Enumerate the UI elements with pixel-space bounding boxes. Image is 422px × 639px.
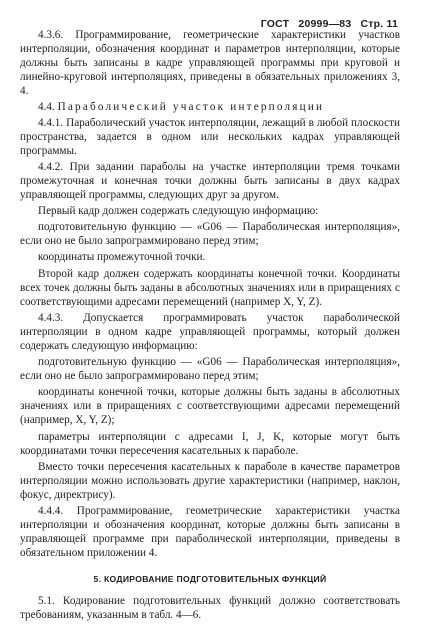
paragraph-5-1: 5.1. Кодирование подготовительных функций должно соответствовать требованиям, указанным в табл. 4—6. — [20, 595, 400, 622]
paragraph-4-4-3-parameters: параметры интерполяции с адресами I, J, K, которые могут быть координатами точки пересечения касательных к параболе. — [20, 430, 400, 457]
paragraph-4-4-2: 4.4.2. При задании параболы на участке интерполяции тремя точками промежуточная и конечная точки должны быть записаны в двух кадрах управляющей программы, следующих друг за другом. — [20, 160, 400, 202]
paragraph-second-frame: Второй кадр должен содержать координаты конечной точки. Координаты всех точек должны быть заданы в абсолютных значениях или в приращениях с соответствующими адресами перемещений (например X, Y, Z). — [20, 267, 400, 308]
subsection-number: 4.4. — [38, 101, 55, 114]
paragraph-4-4-3: 4.4.3. Допускается программировать участок параболической интерполяции в одном кадре управляющей программы, который должен содержать следующую информацию: — [20, 311, 400, 352]
header-gost: ГОСТ — [260, 18, 290, 30]
paragraph-4-3-6: 4.3.6. Программирование, геометрические характеристики участков интерполяции, обозначения координат и параметров интерполяции, которые должны быть записаны в кадре управляющей программы при круговой и линейно-круговой интерполяциях, приведены в обязательных приложениях 3, 4. — [20, 29, 400, 98]
paragraph-4-4-3-function: подготовительную функцию — «G06 — Параболическая интерполяция», если оно не было запрограммировано перед этим; — [20, 356, 400, 383]
paragraph-4-4-1: 4.4.1. Параболический участок интерполяции, лежащий в любой плоскости пространства, задается в одном или нескольких кадрах управляющей программы. — [20, 116, 400, 157]
paragraph-4-4-3-end-point: координаты конечной точки, которые должны быть заданы в абсолютных значениях или в приращениях с соответствующими адресами перемещений (например, X, Y, Z); — [20, 386, 400, 427]
paragraph-first-frame: Первый кадр должен содержать следующую информацию: — [38, 205, 319, 218]
paragraph-4-4-4: 4.4.4. Программирование, геометрические характеристики участка интерполяции и обозначения координат, которые должны быть записаны в управляющей программе при параболической интерполяции, приведены в обязательном приложении 4. — [20, 505, 400, 560]
header-page-number: Стр. 11 — [360, 18, 398, 30]
subsection-title: Параболический участок интерполяции — [57, 101, 325, 114]
paragraph-first-frame-function: подготовительную функцию — «G06 — Параболическая интерполяция», если оно не было запрограммировано перед этим; — [20, 221, 400, 248]
running-header — [261, 18, 398, 30]
header-standard-number: 20999—83 — [298, 18, 352, 30]
paragraph-4-4-3-alternatives: Вместо точки пересечения касательных к параболе в качестве параметров интерполяции можно использовать другие характеристики (например, наклон, фокус, директрису). — [20, 460, 400, 501]
subsection-heading-4-4 — [20, 100, 400, 114]
section-5-title: 5. КОДИРОВАНИЕ ПОДГОТОВИТЕЛЬНЫХ ФУНКЦИЙ — [93, 574, 327, 585]
paragraph-first-frame-coordinates: координаты промежуточной точки. — [38, 251, 206, 264]
